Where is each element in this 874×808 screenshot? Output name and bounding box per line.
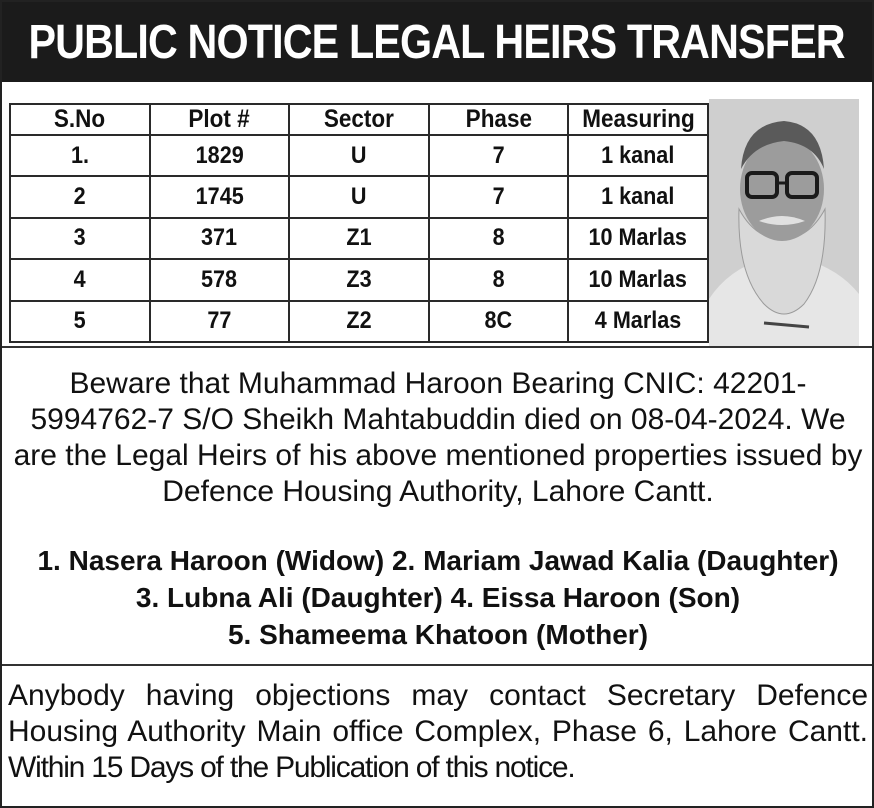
cell-sector: Z2 — [289, 301, 429, 342]
cell-measuring: 10 Marlas — [568, 259, 708, 300]
table-row — [10, 218, 708, 259]
plots-table-container — [9, 103, 709, 343]
notice-paragraph: Beware that Muhammad Haroon Bearing CNIC: 42201-5994762-7 S/O Sheikh Mahtabuddin died on 08-04-2024. We are the Legal Heirs of his above mentioned properties issued by Defence Housing Authority, Lahore Cantt. — [13, 367, 863, 508]
cell-plot: 1829 — [150, 135, 290, 176]
cell-sno: 1. — [10, 135, 150, 176]
section-divider — [2, 664, 872, 666]
column-header-sno: S.No — [10, 104, 150, 135]
column-header-measuring: Measuring — [568, 104, 708, 135]
cell-sno: 2 — [10, 176, 150, 217]
heirs-line: 1. Nasera Haroon (Widow) 2. Mariam Jawad Kalia (Daughter) — [37, 545, 839, 576]
cell-sno: 3 — [10, 218, 150, 259]
objection-line: Housing Authority Main office Complex, Phase 6, Lahore Cantt. — [8, 715, 868, 748]
cell-phase: 7 — [429, 135, 569, 176]
portrait-photo — [709, 99, 859, 347]
table-row — [10, 135, 708, 176]
cell-plot: 578 — [150, 259, 290, 300]
cell-measuring: 4 Marlas — [568, 301, 708, 342]
cell-phase: 7 — [429, 176, 569, 217]
portrait-photo-graphic — [709, 99, 859, 347]
cell-measuring: 10 Marlas — [568, 218, 708, 259]
objection-paragraph — [8, 678, 868, 786]
cell-sector: U — [289, 176, 429, 217]
heirs-line: 3. Lubna Ali (Daughter) 4. Eissa Haroon (Son) — [135, 582, 741, 613]
header-banner — [2, 2, 872, 82]
cell-sno: 5 — [10, 301, 150, 342]
cell-measuring: 1 kanal — [568, 135, 708, 176]
column-header-plot: Plot # — [150, 104, 290, 135]
cell-measuring: 1 kanal — [568, 176, 708, 217]
cell-phase: 8C — [429, 301, 569, 342]
cell-sector: Z1 — [289, 218, 429, 259]
heirs-line: 5. Shameema Khatoon (Mother) — [227, 619, 649, 650]
section-divider — [2, 346, 872, 348]
table-row — [10, 301, 708, 342]
plots-table — [9, 103, 709, 343]
column-header-sector: Sector — [289, 104, 429, 135]
table-row — [10, 259, 708, 300]
objection-line: Within 15 Days of the Publication of this notice. — [8, 751, 575, 784]
cell-phase: 8 — [429, 259, 569, 300]
notice-title: PUBLIC NOTICE LEGAL HEIRS TRANSFER — [28, 15, 846, 69]
column-header-phase: Phase — [429, 104, 569, 135]
cell-sector: U — [289, 135, 429, 176]
table-row — [10, 176, 708, 217]
table-header-row — [10, 104, 708, 135]
cell-plot: 1745 — [150, 176, 290, 217]
cell-plot: 371 — [150, 218, 290, 259]
cell-plot: 77 — [150, 301, 290, 342]
cell-sector: Z3 — [289, 259, 429, 300]
heirs-list — [8, 542, 868, 653]
objection-line: Anybody having objections may contact Secretary Defence — [8, 679, 868, 712]
cell-phase: 8 — [429, 218, 569, 259]
cell-sno: 4 — [10, 259, 150, 300]
